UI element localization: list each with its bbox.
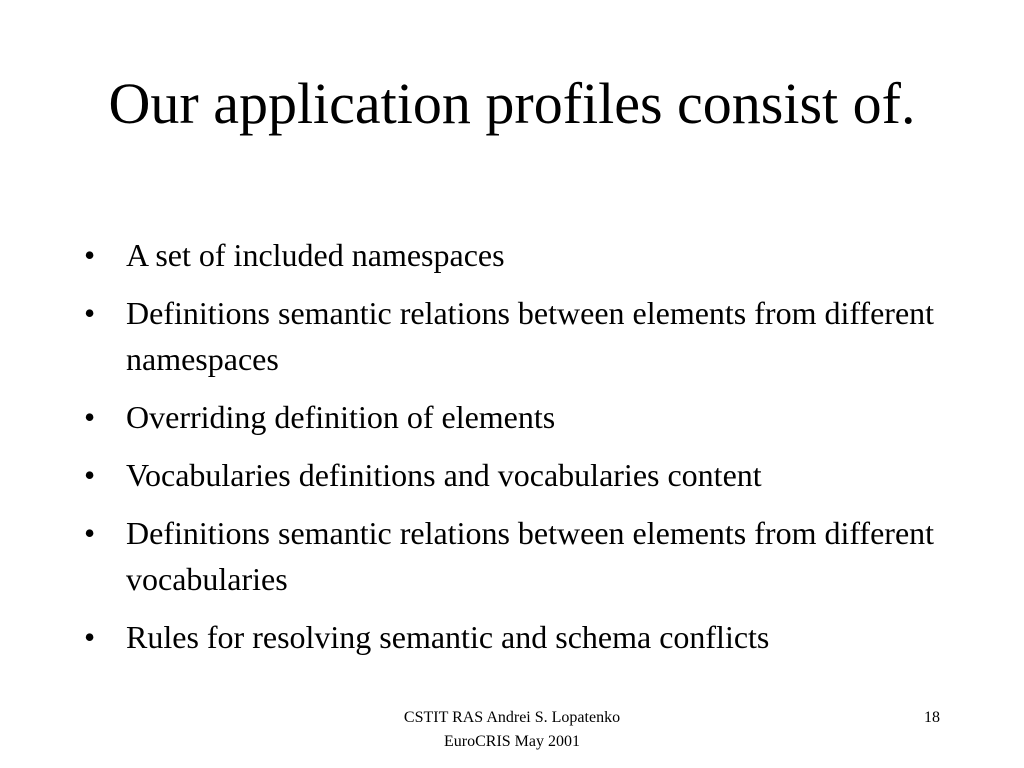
bullet-text: Overriding definition of elements (126, 399, 556, 435)
bullet-list (84, 232, 964, 672)
bullet-icon: • (84, 619, 96, 655)
slide-title: Our application profiles consist of. (108, 71, 916, 136)
bullet-text: Definitions semantic relations between elements from different namespaces (126, 295, 935, 377)
bullet-text: Vocabularies definitions and vocabularies content (126, 457, 762, 493)
page-number: 18 (924, 709, 940, 726)
bullet-icon: • (84, 399, 96, 435)
bullet-item-1 (84, 232, 964, 278)
bullet-icon: • (84, 515, 96, 551)
bullet-item-2 (84, 290, 964, 382)
bullet-text: A set of included namespaces (126, 237, 505, 273)
bullet-item-4 (84, 452, 964, 498)
footer-author: CSTIT RAS Andrei S. Lopatenko (403, 709, 621, 726)
bullet-text: Rules for resolving semantic and schema conflicts (126, 619, 770, 655)
footer-event: EuroCRIS May 2001 (444, 733, 580, 750)
bullet-item-6 (84, 614, 964, 660)
bullet-item-3 (84, 394, 964, 440)
bullet-text: Definitions semantic relations between elements from different vocabularies (126, 515, 935, 597)
bullet-icon: • (84, 457, 96, 493)
slide-footer (312, 706, 712, 754)
bullet-item-5 (84, 510, 964, 602)
bullet-icon: • (84, 295, 96, 331)
bullet-icon: • (84, 237, 96, 273)
